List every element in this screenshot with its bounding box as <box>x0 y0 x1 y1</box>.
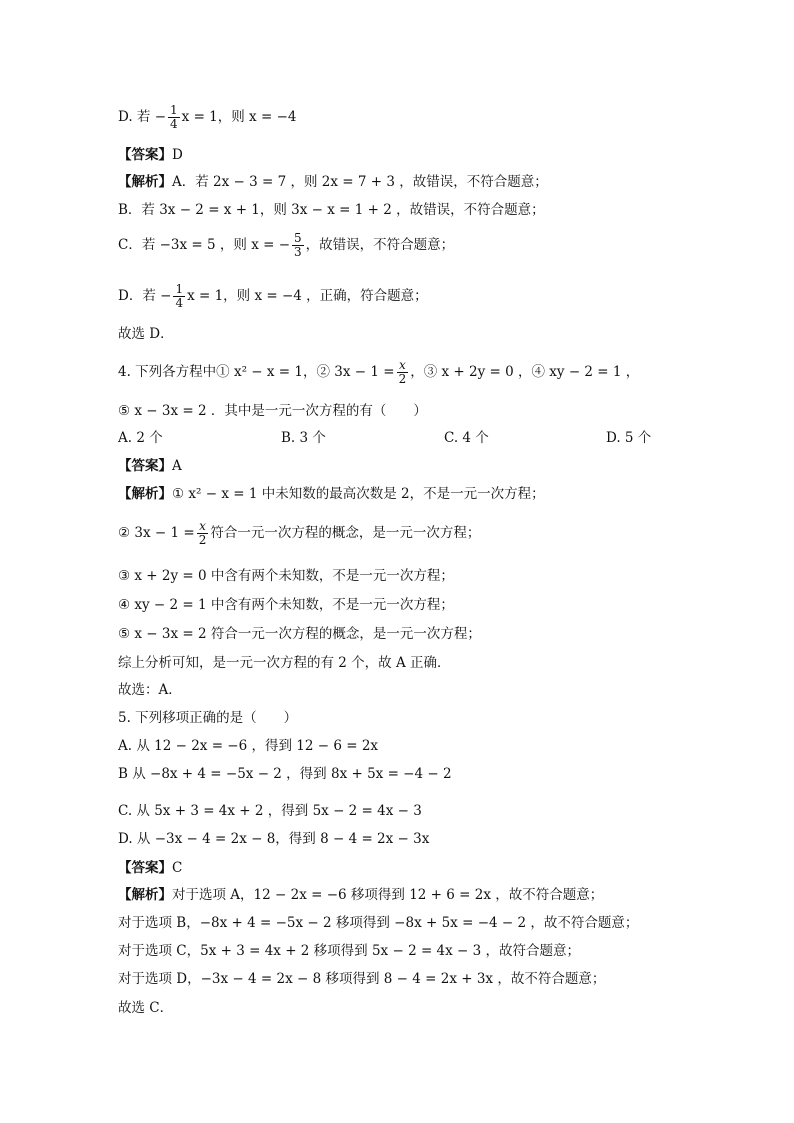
q5-analysis-1: 【解析】对于选项 A，12 − 2x = −6 移项得到 12 + 6 = 2x ，故不符合题意； <box>118 887 604 903</box>
q3-answer: 【答案】D <box>118 147 183 163</box>
q5-analysis-3: 对于选项 C，5x + 3 = 4x + 2 移项得到 5x − 2 = 4x − 3 ，故符合题意； <box>118 943 581 959</box>
q4-summary: 综上分析可知，是一元一次方程的有 2 个，故 A 正确． <box>118 655 451 671</box>
q3-option-d <box>118 104 296 131</box>
q5-conclusion: 故选 C． <box>118 1000 174 1016</box>
q5-option-a: A. 从 12 − 2x = −6 ，得到 12 − 6 = 2x <box>118 738 379 754</box>
fraction: $\frac{1}{4}$ <box>175 282 184 310</box>
q3-analysis-b: B．若 3x − 2 = x + 1，则 3x − x = 1 + 2 ，故错误，不符合题意； <box>118 202 545 218</box>
q4-analysis-3: ③ x + 2y = 0 中含有两个未知数，不是一元一次方程； <box>118 568 454 584</box>
q4-analysis-2: ② 3x − 1 = $\frac{x}{2}$ 符合一元一次方程的概念，是一元一次方程； <box>118 519 481 547</box>
q4-analysis-1: 【解析】① x² − x = 1 中未知数的最高次数是 2，不是一元一次方程； <box>118 486 545 502</box>
q5-analysis-4: 对于选项 D，−3x − 4 = 2x − 8 移项得到 8 − 4 = 2x + 3x ，故不符合题意； <box>118 971 606 987</box>
q3-conclusion: 故选 D． <box>118 326 174 342</box>
q4-option-a: A. 2 个 <box>118 430 163 446</box>
q4-option-c: C. 4 个 <box>444 430 489 446</box>
q5-option-d: D. 从 −3x − 4 = 2x − 8，得到 8 − 4 = 2x − 3x <box>118 831 430 847</box>
q5-option-b: B 从 −8x + 4 = −5x − 2 ，得到 8x + 5x = −4 − 2 <box>118 766 452 782</box>
q4-option-b: B. 3 个 <box>281 430 326 446</box>
q4-analysis-4: ④ xy − 2 = 1 中含有两个未知数，不是一元一次方程； <box>118 597 454 613</box>
q4-answer: 【答案】A <box>118 458 182 474</box>
q3-analysis-c: C．若 −3x = 5 ，则 x = − $\frac{5}{3}$ ，故错误，不符合题意； <box>118 231 455 259</box>
fraction: $\frac{x}{2}$ <box>198 519 207 547</box>
q4-analysis-5: ⑤ x − 3x = 2 符合一元一次方程的概念，是一元一次方程； <box>118 626 481 642</box>
q5-option-c: C. 从 5x + 3 = 4x + 2 ，得到 5x − 2 = 4x − 3 <box>118 803 422 819</box>
q4-option-d: D. 5 个 <box>606 430 652 446</box>
q3-analysis-a: 【解析】A．若 2x − 3 = 7 ，则 2x = 7 + 3 ，故错误，不符合题意； <box>118 174 548 190</box>
q4-stem-line2: ⑤ x − 3x = 2 ．其中是一元一次方程的有（ ） <box>118 403 427 419</box>
fraction: $\frac{1}{4}$ <box>170 103 178 131</box>
q4-conclusion: 故选：A． <box>118 682 182 698</box>
fraction: $\frac{5}{3}$ <box>294 231 302 259</box>
q3-option-d-pre: D. 若 − <box>118 109 167 125</box>
q3-analysis-d: D．若 − $\frac{1}{4}$ x = 1，则 x = −4 ，正确，符合题意； <box>118 282 428 310</box>
q4-stem-line1: 4. 下列各方程中① x² − x = 1，② 3x − 1 = $\frac{x}{2}$ ，③ x + 2y = 0 ，④ xy − 2 = 1 ， <box>118 358 640 386</box>
q5-stem: 5. 下列移项正确的是（ ） <box>118 710 298 726</box>
q3-option-d-post: x = 1，则 x = −4 <box>181 109 297 125</box>
fraction: $\frac{x}{2}$ <box>398 358 407 386</box>
q5-answer: 【答案】C <box>118 860 183 876</box>
q5-analysis-2: 对于选项 B，−8x + 4 = −5x − 2 移项得到 −8x + 5x = −4 − 2 ，故不符合题意； <box>118 915 639 931</box>
